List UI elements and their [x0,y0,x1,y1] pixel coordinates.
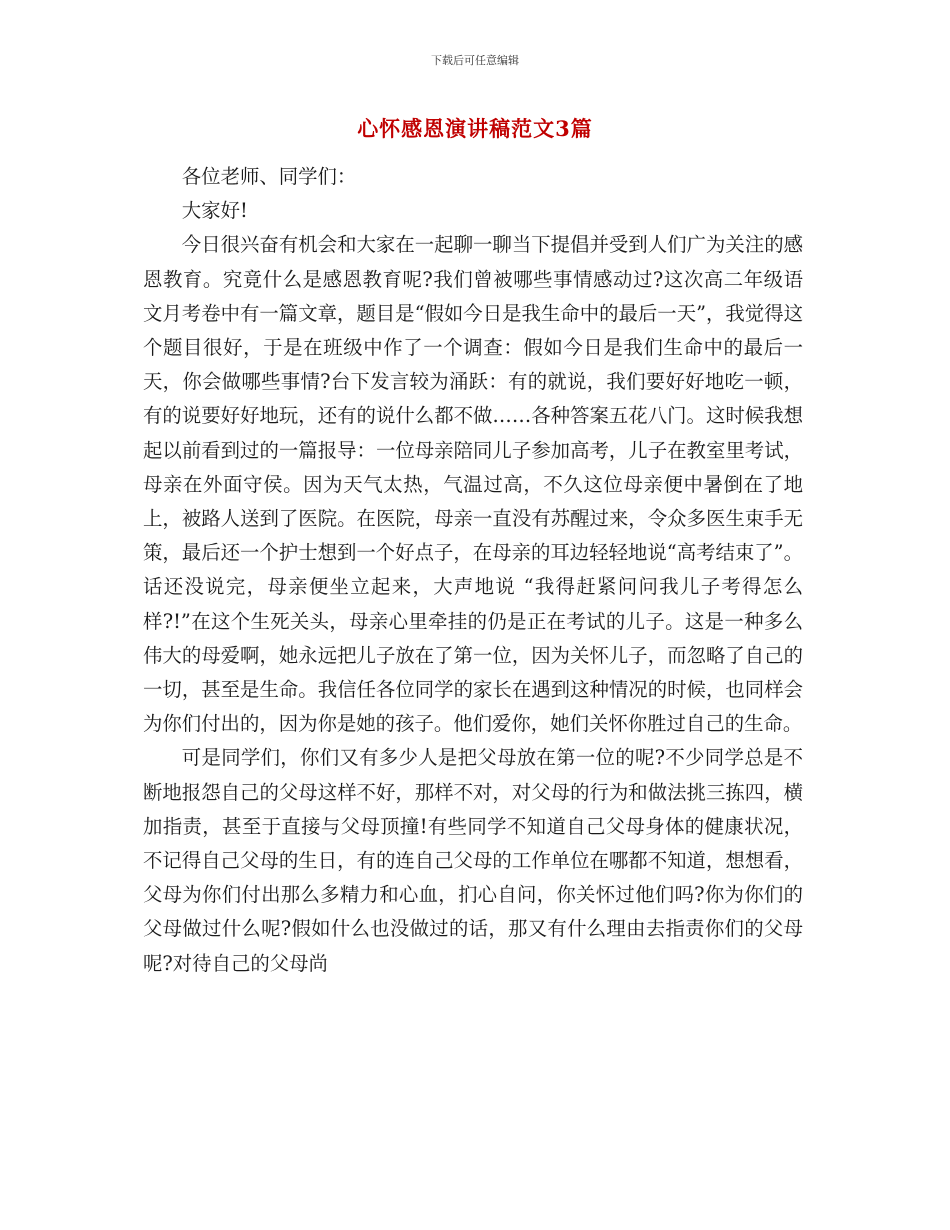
paragraph-main-2: 可是同学们，你们又有多少人是把父母放在第一位的呢?不少同学总是不断地报怨自己的父母这样不好，那样不对，对父母的行为和做法挑三拣四，横加指责，甚至于直接与父母顶撞!有些同学不知道自己父母身体的健康状况，不记得自己父母的生日，有的连自己父母的工作单位在哪都不知道，想想看，父母为你们付出那么多精力和心血，扪心自问，你关怀过他们吗?你为你们的父母做过什么呢?假如什么也没做过的话，那又有什么理由去指责你们的父母呢?对待自己的父母尚 [143,746,803,975]
paragraph-greeting: 各位老师、同学们： [181,165,357,188]
paragraph-main-1: 今日很兴奋有机会和大家在一起聊一聊当下提倡并受到人们广为关注的感恩教育。究竟什么是感恩教育呢?我们曾被哪些事情感动过?这次高二年级语文月考卷中有一篇文章，题目是“假如今日是我生命中的最后一天”，我觉得这个题目很好，于是在班级中作了一个调查：假如今日是我们生命中的最后一天，你会做哪些事情?台下发言较为涌跃：有的就说，我们要好好地吃一顿，有的说要好好地玩，还有的说什么都不做……各种答案五花八门。这时候我想起以前看到过的一篇报导：一位母亲陪同儿子参加高考，儿子在教室里考试，母亲在外面守侯。因为天气太热，气温过高，不久这位母亲便中暑倒在了地上，被路人送到了医院。在医院，母亲一直没有苏醒过来，令众多医生束手无策，最后还一个护士想到一个好点子，在母亲的耳边轻轻地说“高考结束了”。话还没说完，母亲便坐立起来，大声地说 “我得赶紧问问我儿子考得怎么样?!”在这个生死关头，母亲心里牵挂的仍是正在考试的儿子。这是一种多么伟大的母爱啊，她永远把儿子放在了第一位，因为关怀儿子，而忽略了自己的一切，甚至是生命。我信任各位同学的家长在遇到这种情况的时候，也同样会为你们付出的，因为你是她的孩子。他们爱你，她们关怀你胜过自己的生命。 [143,233,803,736]
page-header: 下载后可任意编辑 [431,54,519,67]
paragraph-hello: 大家好! [181,199,248,223]
document-body [143,160,803,981]
document-title: 心怀感恩演讲稿范文3篇 [357,116,593,141]
